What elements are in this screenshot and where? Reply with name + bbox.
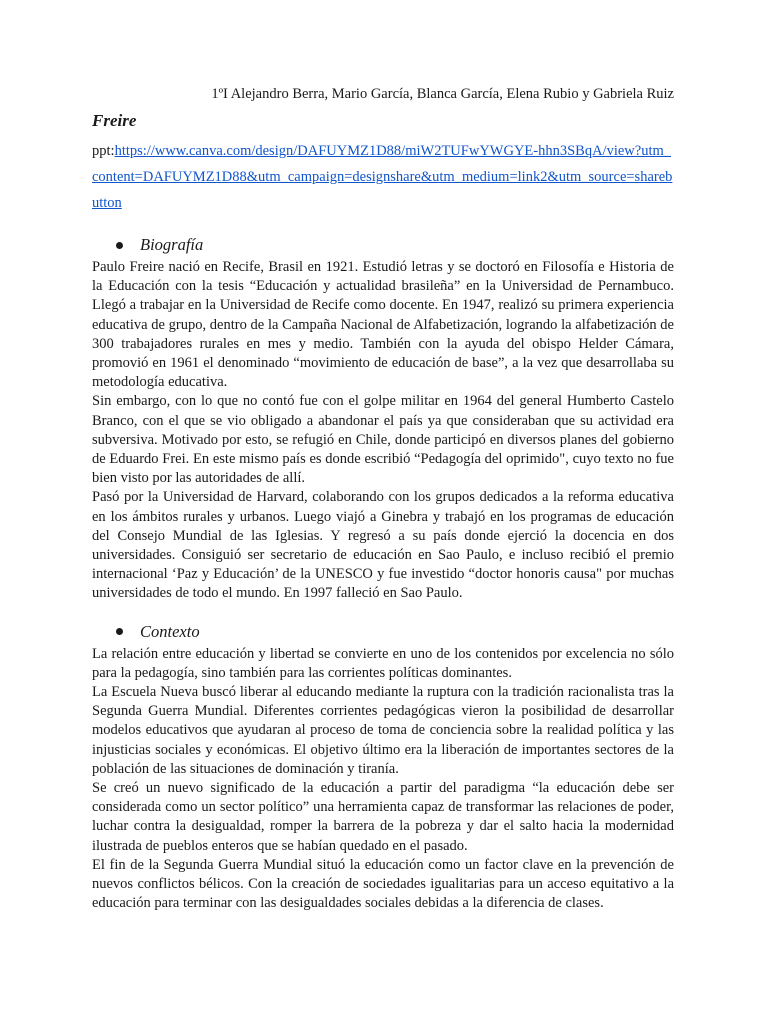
paragraph: Paulo Freire nació en Recife, Brasil en 1921. Estudió letras y se doctoró en Filosofía e Historia de la Educación con la tesis “Educación y actualidad brasileña” en la Universidad de Pernambuco. Llegó a trabajar en la Universidad de Recife como docente. En 1947, realizó su primera experiencia educativa de grupo, dentro de la Campaña Nacional de Alfabetización, logrando la alfabetización de 300 trabajadores rurales en mes y medio. También con la ayuda del obispo Helder Cámara, promovió en 1961 el denominado “movimiento de educación de base”, a la vez que desarrollaba su metodología educativa.	[92, 259, 674, 391]
section-contexto	[92, 621, 674, 914]
paragraph: Se creó un nuevo significado de la educación a partir del paradigma “la educación debe ser considerada como un sector político” una herramienta capaz de transformar las relaciones de poder, luchar contra la desigualdad, romper la barrera de la pobreza y dar el salto hacia la modernidad ilustrada de pueblos enteros que se habían quedado en el pasado.	[92, 780, 674, 854]
spacer	[92, 604, 674, 621]
section-heading-text: Biografía	[140, 235, 204, 254]
bullet-icon	[116, 242, 123, 249]
section-heading-text: Contexto	[140, 621, 200, 641]
paragraph: Sin embargo, con lo que no contó fue con el golpe militar en 1964 del general Humberto Castelo Branco, con el que se vio obligado a abandonar el país ya que consideraban que su actividad era subversiva. Motivado por esto, se refugió en Chile, donde participó en diversos planes del gobierno de Eduardo Frei. En este mismo país es donde escribió “Pedagogía del oprimido", cuyo texto no fue bien visto por las autoridades de allí.	[92, 393, 674, 487]
authors-line: 1ºI Alejandro Berra, Mario García, Blanca García, Elena Rubio y Gabriela Ruiz	[211, 86, 674, 102]
section-heading	[92, 621, 674, 643]
canva-link[interactable]: https://www.canva.com/design/DAFUYMZ1D88/miW2TUFwYWGYE-hhn3SBqA/view?utm_content=DAFUYMZ1D88&utm_campaign=designshare&utm_medium=link2&utm_source=sharebutton	[92, 143, 673, 211]
paragraph: Pasó por la Universidad de Harvard, colaborando con los grupos dedicados a la reforma educativa en los ámbitos rurales y urbanos. Luego viajó a Ginebra y trabajó en los programas de educación del Consejo Mundial de las Iglesias. Y regresó a su país donde ejerció la docencia en dos universidades. Consiguió ser secretario de educación en Sao Paulo, e incluso recibió el premio internacional ‘Paz y Educación’ de la UNESCO y fue investido “doctor honoris causa" por muchas universidades de todo el mundo. En 1997 falleció en Sao Paulo.	[92, 489, 674, 602]
paragraph: El fin de la Segunda Guerra Mundial situó la educación como un factor clave en la prevención de nuevos conflictos bélicos. Con la creación de sociedades igualitarias para un acceso equitativo a la educación para terminar con las desigualdades sociales debidas a la diferencia de clases.	[92, 856, 674, 912]
section-heading	[92, 234, 674, 256]
ppt-line	[92, 138, 674, 216]
ppt-prefix: ppt:	[92, 143, 115, 159]
document-page	[92, 84, 674, 914]
document-title: Freire	[92, 111, 137, 130]
paragraph: La Escuela Nueva buscó liberar al educando mediante la ruptura con la tradición racionalista tras la Segunda Guerra Mundial. Diferentes corrientes pedagógicas vieron la posibilidad de desarrollar modelos educativos que ayudaran al proceso de toma de conciencia sobre la realidad política y las injusticias sociales y económicas. El objetivo último era la liberación de importantes sectores de la población de las situaciones de dominación y tiranía.	[92, 684, 674, 777]
section-biografia	[92, 234, 674, 604]
paragraph: La relación entre educación y libertad se convierte en uno de los contenidos por excelencia no sólo para la pedagogía, sino también para las corrientes políticas dominantes.	[92, 645, 674, 681]
bullet-icon	[116, 628, 123, 635]
